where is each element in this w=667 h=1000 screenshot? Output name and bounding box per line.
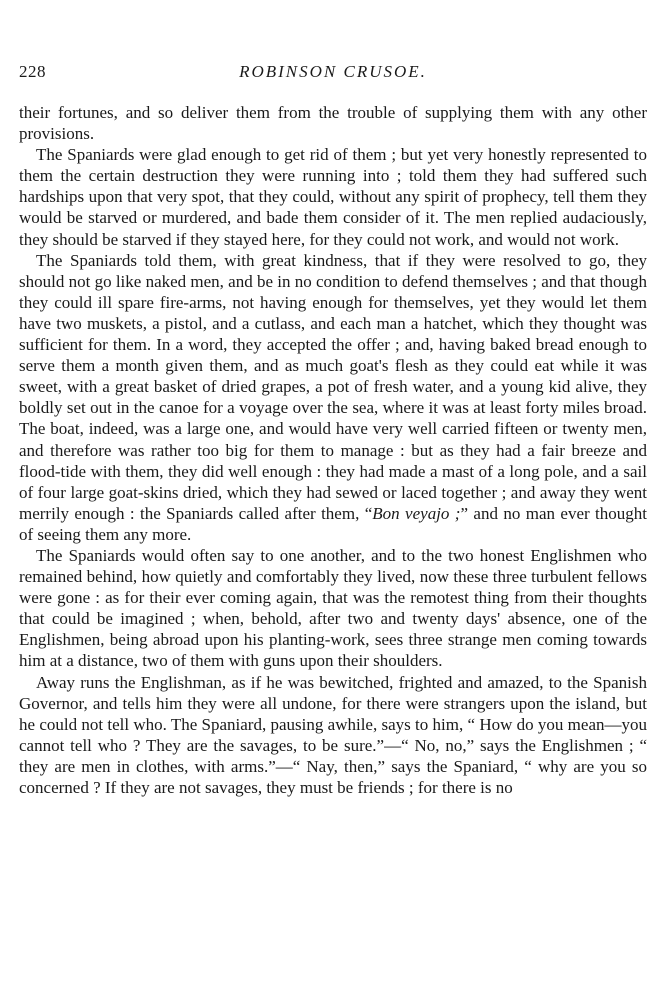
paragraph: Away runs the Englishman, as if he was bewitched, frighted and amazed, to the Spanish Governor, and tells him they were all undone, for there were strangers upon the island, but he could not tell who. The Spaniard, pausing awhile, says to him, “ How do you mean—you cannot tell who ? They are the savages, to be sure.”—“ No, no,” says the Englishmen ; “ they are men in clothes, with arms.”—“ Nay, then,” says the Spaniard, “ why are you so concerned ? If they are not savages, they must be friends ; for there is no: [19, 672, 647, 797]
page-number: 228: [19, 62, 46, 81]
paragraph-text: The Spaniards told them, with great kindness, that if they were resolved to go, they should not go like naked men, and be in no condition to defend themselves ; and that though they could ill spare fire-arms, not having enough for themselves, yet they would let them have two muskets, a pistol, and a cutlass, and each man a hatchet, which they thought was sufficient for them. In a word, they accepted the offer ; and, having baked bread enough to serve them a month given them, and as much goat's flesh as they could eat while it was sweet, with a great basket of dried grapes, a pot of fresh water, and a young kid alive, they boldly set out in the canoe for a voyage over the sea, where it was at least forty miles broad. The boat, indeed, was a large one, and would have very well carried fifteen or twenty men, and therefore was rather too big for them to manage : but as they had a fair breeze and flood-tide with them, they did well enough : they had made a mast of a long pole, and a sail of four large goat-skins dried, which they had sewed or laced together ; and away they went merrily enough : the Spaniards called after them, “: [19, 250, 647, 523]
paragraph-text: ” and no man ever thought of seeing them any more.: [19, 503, 648, 544]
running-title: ROBINSON CRUSOE.: [239, 62, 427, 81]
paragraph: The Spaniards were glad enough to get rid of them ; but yet very honestly represented to them the certain destruction they were running into ; told them they had suffered such hardships upon that very spot, that they could, without any spirit of prophecy, tell them they would be starved or murdered, and bade them consider of it. The men replied audaciously, they should be starved if they stayed here, for they could not work, and would not work.: [19, 145, 647, 249]
page-header: [19, 62, 647, 86]
paragraph: The Spaniards would often say to one another, and to the two honest Englishmen who remained behind, how quietly and comfortably they lived, now these three turbulent fellows were gone : as for their ever coming again, that was the remotest thing from their thoughts that could be imagined ; when, behold, after two and twenty days' absence, one of the Englishmen, being abroad upon his planting-work, sees three strange men coming towards him at a distance, two of them with guns upon their shoulders.: [19, 545, 647, 671]
italic-phrase: Bon veyajo ;: [372, 503, 461, 523]
paragraph: [19, 250, 647, 545]
paragraph-continuation: their fortunes, and so deliver them from the trouble of supplying them with any other provisions.: [19, 103, 647, 144]
body-text: [19, 102, 647, 798]
